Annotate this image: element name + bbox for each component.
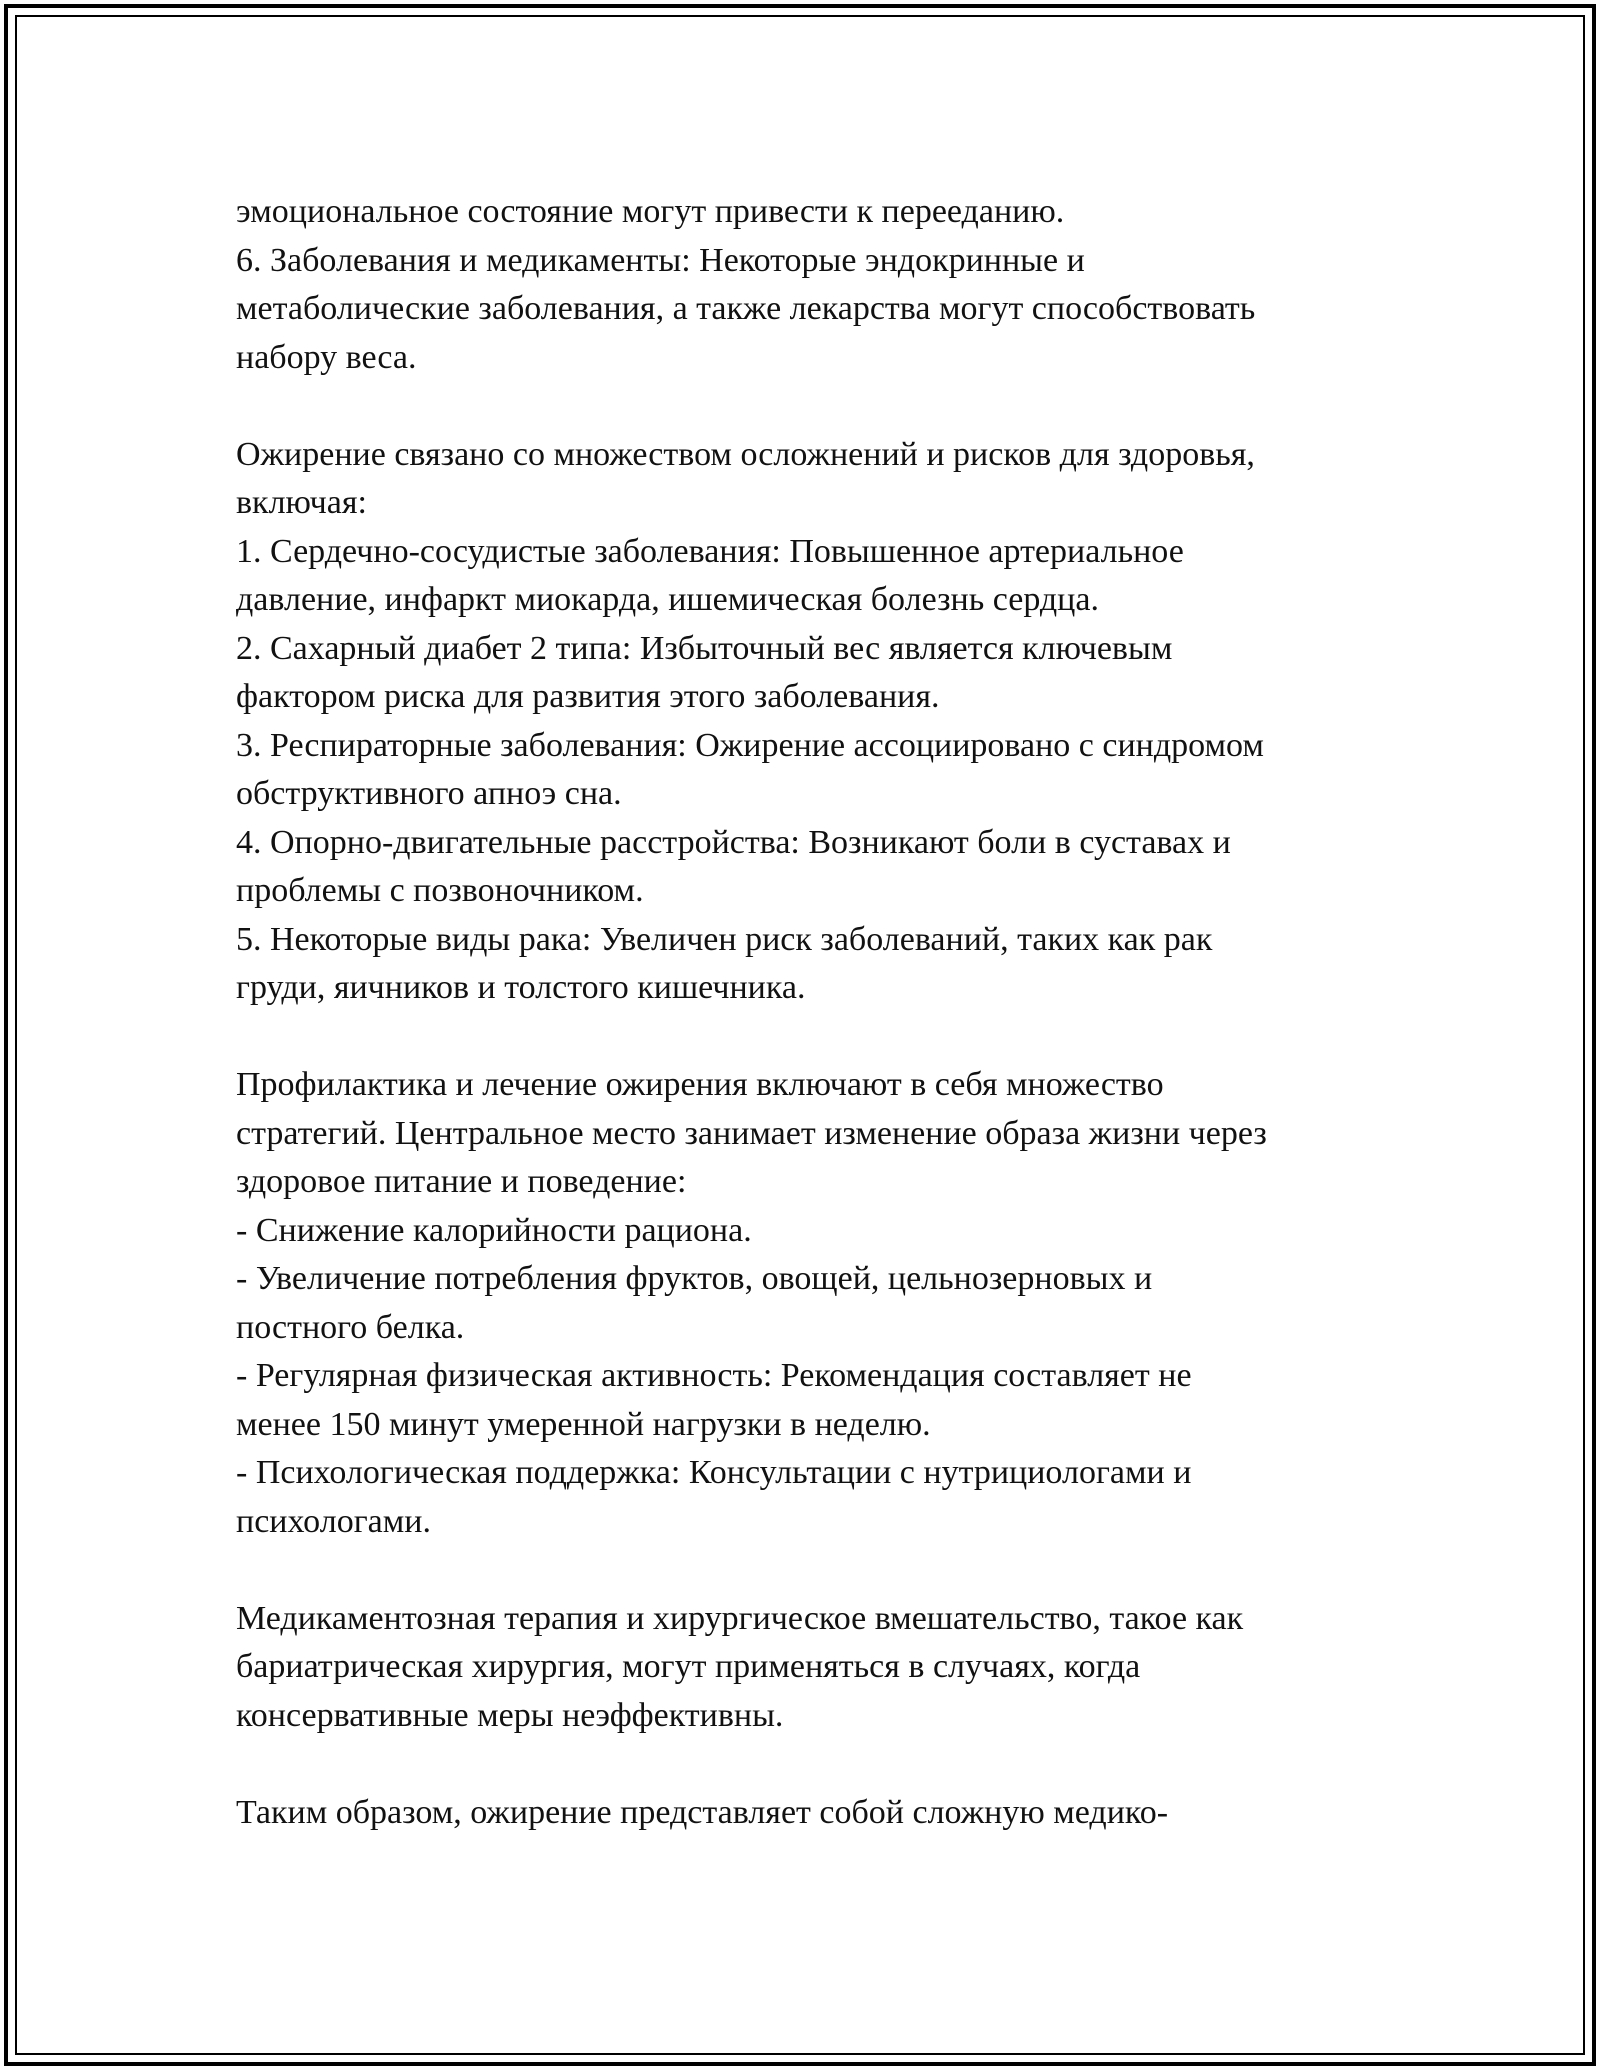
text-line: груди, яичников и толстого кишечника. (236, 969, 806, 1006)
text-line: постного белка. (236, 1308, 465, 1346)
text-line: проблемы с позвоночником. (236, 872, 644, 909)
blank-line (236, 1546, 1386, 1595)
text-line: обструктивного апноэ сна. (236, 775, 622, 812)
text-line: здоровое питание и поведение: (236, 1163, 687, 1200)
text-line: - Регулярная физическая активность: Рекомендация составляет не (236, 1357, 1192, 1394)
text-line: набору веса. (236, 338, 417, 376)
text-line: бариатрическая хирургия, могут применяться в случаях, когда (236, 1648, 1141, 1685)
text-line: - Психологическая поддержка: Консультации с нутрициологами и (236, 1454, 1192, 1491)
text-line: 2. Сахарный диабет 2 типа: Избыточный вес является ключевым (236, 629, 1173, 667)
text-line: 3. Респираторные заболевания: Ожирение ассоциировано с синдромом (236, 726, 1264, 764)
text-line: включая: (236, 484, 367, 521)
text-line: фактором риска для развития этого заболевания. (236, 678, 940, 715)
text-line: Таким образом, ожирение представляет собой сложную медико- (236, 1793, 1169, 1831)
text-line: стратегий. Центральное место занимает изменение образа жизни через (236, 1114, 1267, 1152)
text-line: - Снижение калорийности рациона. (236, 1211, 752, 1249)
text-line: Профилактика и лечение ожирения включают в себя множество (236, 1066, 1164, 1103)
text-line: менее 150 минут умеренной нагрузки в неделю. (236, 1405, 931, 1443)
blank-line (236, 1013, 1386, 1062)
blank-line (236, 382, 1386, 431)
text-line: Медикаментозная терапия и хирургическое вмешательство, такое как (236, 1599, 1244, 1637)
text-line: психологами. (236, 1502, 431, 1540)
text-line: 6. Заболевания и медикаменты: Некоторые эндокринные и (236, 241, 1085, 279)
text-line: 4. Опорно-двигательные расстройства: Возникают боли в суставах и (236, 823, 1231, 861)
document-body (236, 188, 1386, 1837)
text-line: - Увеличение потребления фруктов, овощей, цельнозерновых и (236, 1260, 1153, 1297)
text-line: консервативные меры неэффективны. (236, 1696, 784, 1734)
text-line: Ожирение связано со множеством осложнений и рисков для здоровья, (236, 435, 1255, 473)
text-line: эмоциональное состояние могут привести к перееданию. (236, 193, 1065, 230)
text-line: 1. Сердечно-сосудистые заболевания: Повышенное артериальное (236, 532, 1184, 570)
blank-line (236, 1740, 1386, 1789)
text-line: метаболические заболевания, а также лекарства могут способствовать (236, 290, 1256, 327)
text-line: давление, инфаркт миокарда, ишемическая болезнь сердца. (236, 581, 1099, 618)
text-line: 5. Некоторые виды рака: Увеличен риск заболеваний, таких как рак (236, 920, 1213, 958)
